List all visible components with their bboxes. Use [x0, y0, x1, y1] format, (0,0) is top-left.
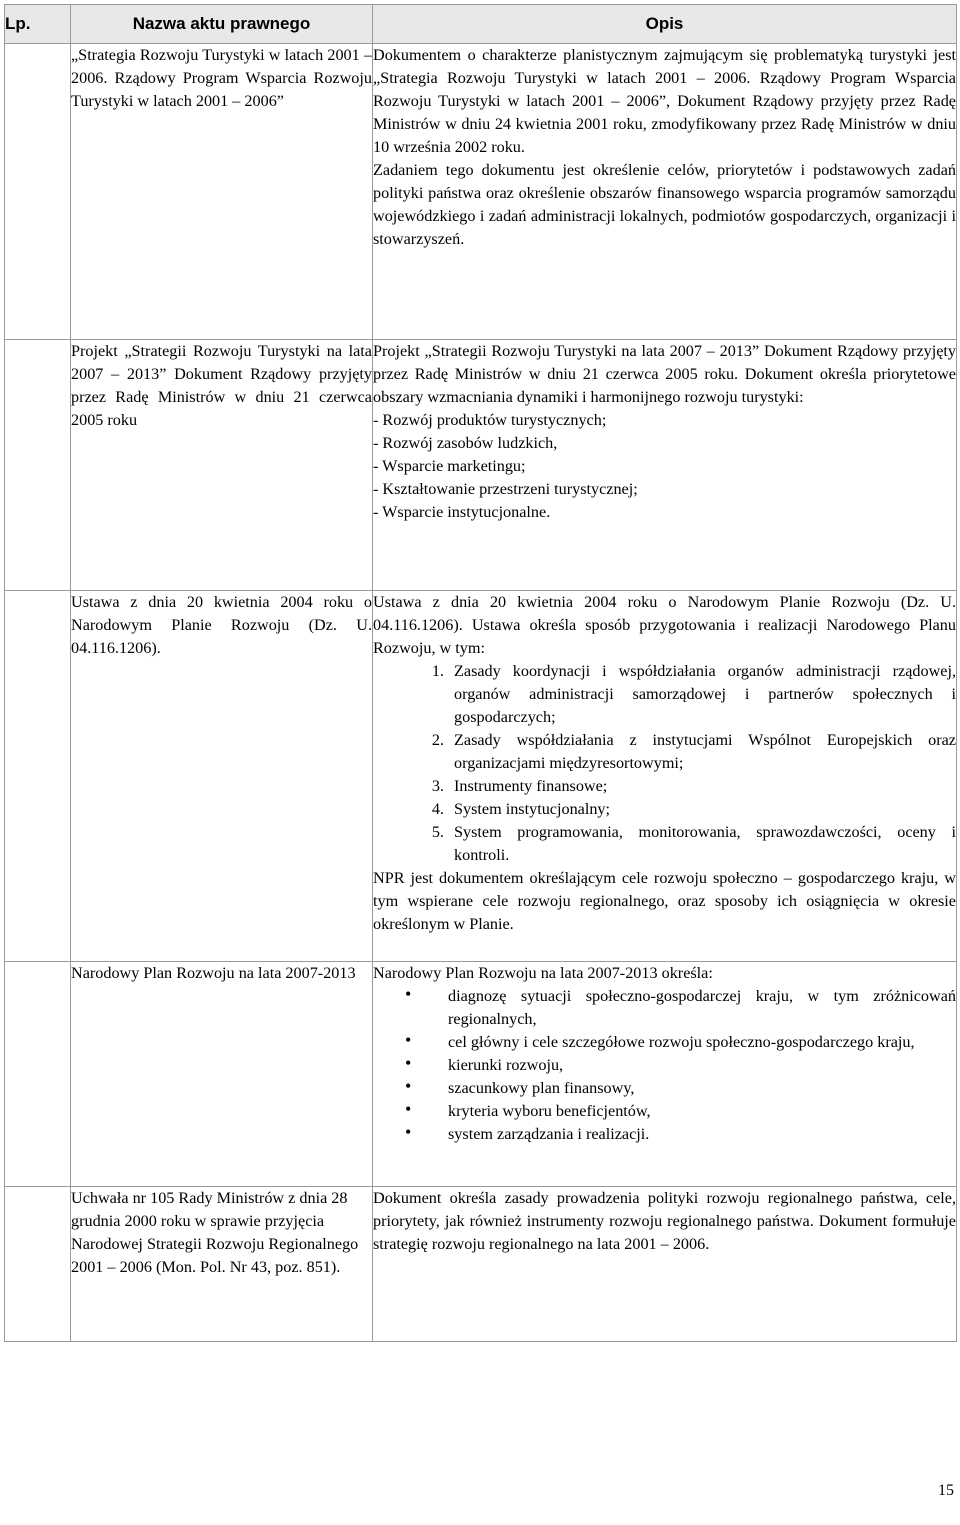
act-name: Narodowy Plan Rozwoju na lata 2007-2013 [71, 962, 373, 1187]
description-paragraph: Dokumentem o charakterze planistycznym zajmującym się problematyką turystyki jest „Strategia Rozwoju Turystyki w latach 2001 – 2006. Rządowy Program Wsparcia Rozwoju Turystyki w latach 2001 – 2006”, Dokument Rządowy przyjęty przez Radę Ministrów w dniu 24 kwietnia 2001 roku, zmodyfikowany przez Radę Ministrów w dniu 10 września 2002 roku. [373, 46, 956, 156]
description-line: - Rozwój zasobów ludzkich, [373, 434, 558, 452]
table-row [5, 962, 957, 1187]
act-name: Projekt „Strategii Rozwoju Turystyki na lata 2007 – 2013” Dokument Rządowy przyjęty przez Radę Ministrów w dniu 21 czerwca 2005 roku [71, 340, 373, 591]
table-row [5, 44, 957, 340]
act-description [373, 962, 957, 1187]
list-item: • kryteria wyboru beneficjentów, [448, 1100, 956, 1123]
list-item: • cel główny i cele szczegółowe rozwoju społeczno-gospodarczego kraju, [448, 1031, 956, 1054]
bullet-list [373, 985, 956, 1146]
header-name: Nazwa aktu prawnego [71, 5, 373, 44]
list-item: • diagnozę sytuacji społeczno-gospodarczej kraju, w tym zróżnicowań regionalnych, [448, 985, 956, 1031]
act-description: Dokument określa zasady prowadzenia polityki rozwoju regionalnego państwa, cele, priorytety, jak również instrumenty rozwoju regionalnego państwa. Dokument formułuje strategię rozwoju regionalnego na lata 2001 – 2006. [373, 1187, 957, 1342]
table-row [5, 591, 957, 962]
lp-cell [5, 340, 71, 591]
act-description [373, 44, 957, 340]
lp-cell [5, 1187, 71, 1342]
table-header-row [5, 5, 957, 44]
lp-cell [5, 44, 71, 340]
numbered-list [373, 660, 956, 867]
description-paragraph: Projekt „Strategii Rozwoju Turystyki na lata 2007 – 2013” Dokument Rządowy przyjęty przez Radę Ministrów w dniu 21 czerwca 2005 roku. Dokument określa priorytetowe obszary wzmacniania dynamiki i harmonijnego rozwoju turystyki: [373, 342, 956, 406]
description-line: - Wsparcie marketingu; [373, 457, 526, 475]
description-paragraph: Narodowy Plan Rozwoju na lata 2007-2013 określa: [373, 964, 713, 982]
page-number: 15 [938, 1482, 954, 1499]
lp-cell [5, 962, 71, 1187]
act-description [373, 340, 957, 591]
header-desc: Opis [373, 5, 957, 44]
table-row [5, 1187, 957, 1342]
header-lp: Lp. [5, 5, 71, 44]
description-paragraph: NPR jest dokumentem określającym cele rozwoju społeczno – gospodarczego kraju, w tym wspierane cele rozwoju regionalnego, oraz sposoby ich osiągnięcia w okresie określonym w Planie. [373, 869, 956, 933]
act-description [373, 591, 957, 962]
list-item: • szacunkowy plan finansowy, [448, 1077, 956, 1100]
list-item: 4. System instytucjonalny; [448, 798, 956, 821]
description-paragraph: Zadaniem tego dokumentu jest określenie celów, priorytetów i podstawowych zadań polityki państwa oraz określenie obszarów finansowego wsparcia programów samorządu wojewódzkiego i zadań administracji lokalnych, podmiotów gospodarczych, organizacji i stowarzyszeń. [373, 161, 956, 248]
list-item: • system zarządzania i realizacji. [448, 1123, 956, 1146]
act-name: Uchwała nr 105 Rady Ministrów z dnia 28 grudnia 2000 roku w sprawie przyjęcia Narodowej Strategii Rozwoju Regionalnego 2001 – 2006 (Mon. Pol. Nr 43, poz. 851). [71, 1187, 373, 1342]
description-line: - Wsparcie instytucjonalne. [373, 503, 551, 521]
description-line: - Kształtowanie przestrzeni turystycznej; [373, 480, 638, 498]
list-item: • kierunki rozwoju, [448, 1054, 956, 1077]
list-item: 2. Zasady współdziałania z instytucjami Wspólnot Europejskich oraz organizacjami międzyresortowymi; [448, 729, 956, 775]
list-item: 3. Instrumenty finansowe; [448, 775, 956, 798]
list-item: 5. System programowania, monitorowania, sprawozdawczości, oceny i kontroli. [448, 821, 956, 867]
act-name: Ustawa z dnia 20 kwietnia 2004 roku o Narodowym Planie Rozwoju (Dz. U. 04.116.1206). [71, 591, 373, 962]
description-line: - Rozwój produktów turystycznych; [373, 411, 607, 429]
description-paragraph: Ustawa z dnia 20 kwietnia 2004 roku o Narodowym Planie Rozwoju (Dz. U. 04.116.1206). Ustawa określa sposób przygotowania i realizacji Narodowego Planu Rozwoju, w tym: [373, 593, 956, 657]
act-name: „Strategia Rozwoju Turystyki w latach 2001 – 2006. Rządowy Program Wsparcia Rozwoju Turystyki w latach 2001 – 2006” [71, 44, 373, 340]
lp-cell [5, 591, 71, 962]
legal-acts-table [4, 4, 957, 1342]
list-item: 1. Zasady koordynacji i współdziałania organów administracji rządowej, organów administracji samorządowej i partnerów społecznych i gospodarczych; [448, 660, 956, 729]
table-row [5, 340, 957, 591]
